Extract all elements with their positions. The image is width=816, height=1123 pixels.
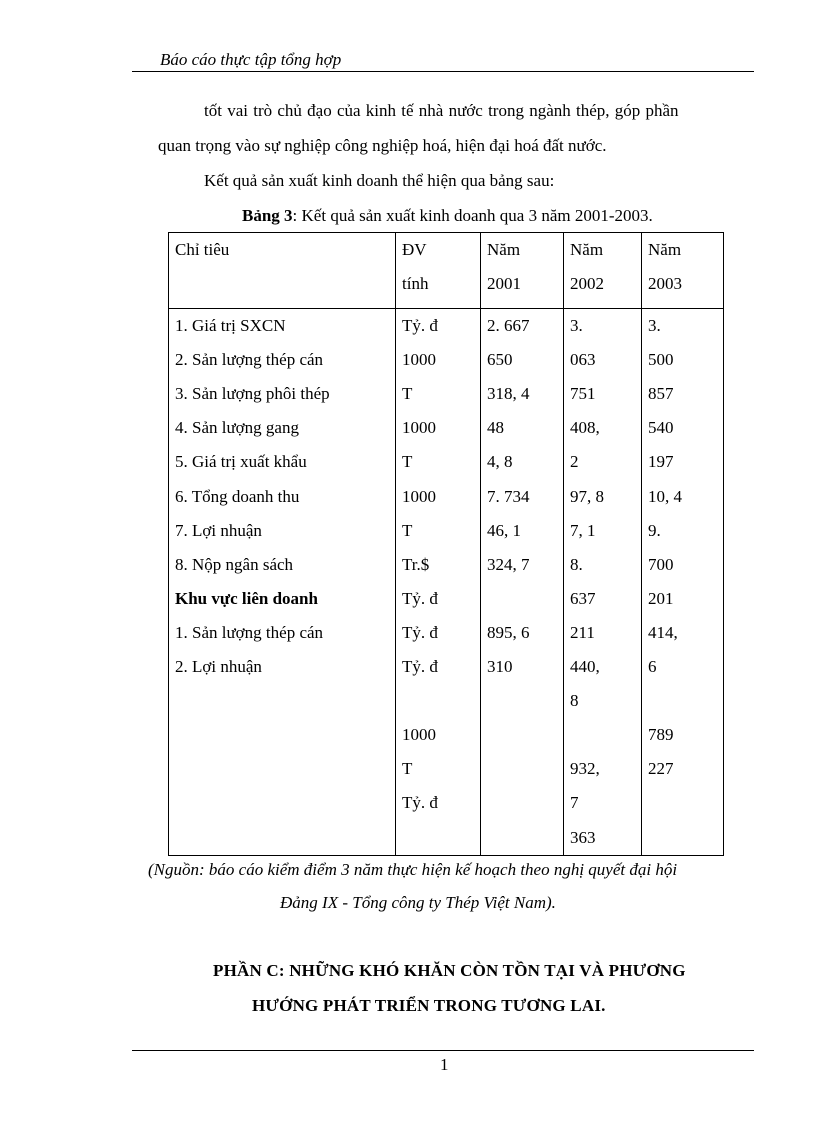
footer-rule bbox=[132, 1050, 754, 1051]
body-paragraph-line-2: quan trọng vào sự nghiệp công nghiệp hoá, hiện đại hoá đất nước. bbox=[158, 136, 607, 155]
table-cell-2003: 9. bbox=[648, 520, 661, 540]
table-cell-unit: T bbox=[402, 452, 413, 472]
table-header-row bbox=[169, 233, 724, 309]
table-caption-label: Bảng 3 bbox=[242, 206, 293, 225]
table-cell-indicator: 2. Lợi nhuận bbox=[175, 657, 262, 676]
section-title-line-1: PHẦN C: NHỮNG KHÓ KHĂN CÒN TỒN TẠI VÀ PHƯƠNG bbox=[213, 961, 686, 980]
table-cell-2002: 7 bbox=[570, 793, 579, 813]
table-cell-indicator: 5. Giá trị xuất khẩu bbox=[175, 452, 307, 472]
source-line-2: Đảng IX - Tổng công ty Thép Việt Nam). bbox=[280, 893, 556, 912]
table-cell-2001: 4, 8 bbox=[487, 452, 513, 472]
table-cell-2002: 751 bbox=[570, 384, 596, 404]
table-cell-indicator: 8. Nộp ngân sách bbox=[175, 554, 294, 574]
table-cell-2001: 318, 4 bbox=[487, 384, 530, 404]
section-title-line-2: HƯỚNG PHÁT TRIỂN TRONG TƯƠNG LAI. bbox=[252, 996, 606, 1015]
table-header-cell: 2001 bbox=[487, 274, 521, 294]
table-cell-unit: Tỷ. đ bbox=[402, 316, 438, 335]
table-cell-unit: Tr.$ bbox=[402, 554, 430, 574]
table-cell-2003: 857 bbox=[648, 384, 674, 404]
table-cell-2003: 414, bbox=[648, 622, 678, 642]
table-cell-2001: 324, 7 bbox=[487, 554, 530, 574]
table-cell-indicator: 2. Sản lượng thép cán bbox=[175, 350, 324, 370]
table-cell-2001: 48 bbox=[487, 418, 504, 438]
table-cell-2001: 310 bbox=[487, 657, 513, 676]
table-cell-indicator: 7. Lợi nhuận bbox=[175, 520, 262, 540]
table-caption bbox=[242, 206, 653, 226]
table-cell-unit: 1000 bbox=[402, 725, 436, 745]
table-cell-2002: 063 bbox=[570, 350, 596, 370]
table-header-cell: 2002 bbox=[570, 274, 604, 294]
table-cell-2003: 500 bbox=[648, 350, 674, 370]
unit-column bbox=[396, 309, 481, 856]
table-cell-2003: 700 bbox=[648, 554, 674, 574]
body-paragraph-intro: Kết quả sản xuất kinh doanh thể hiện qua bảng sau: bbox=[204, 171, 555, 190]
table-cell-2002: 2 bbox=[570, 452, 579, 472]
table-cell-2002: 211 bbox=[570, 622, 595, 642]
table-cell-2002: 637 bbox=[570, 588, 596, 608]
table-cell-2002: 8 bbox=[570, 691, 579, 711]
header-2002 bbox=[564, 233, 642, 309]
header-2003 bbox=[642, 233, 724, 309]
body-paragraph-line-1: tốt vai trò chủ đạo của kinh tế nhà nước trong ngành thép, góp phần bbox=[204, 101, 679, 120]
table-cell-unit: 1000 bbox=[402, 486, 436, 506]
table-cell-2003: 3. bbox=[648, 316, 661, 335]
table-cell-indicator: 6. Tổng doanh thu bbox=[175, 486, 300, 506]
table-cell-2001: 650 bbox=[487, 350, 513, 370]
table-caption-text: : Kết quả sản xuất kinh doanh qua 3 năm 2001-2003. bbox=[292, 206, 653, 225]
table-cell-indicator: 3. Sản lượng phôi thép bbox=[175, 384, 330, 404]
table-cell-2001: 895, 6 bbox=[487, 622, 530, 642]
table-cell-2003: 540 bbox=[648, 418, 674, 438]
table-cell-2002: 97, 8 bbox=[570, 486, 604, 506]
header-2001 bbox=[481, 233, 564, 309]
table-cell-2001: 2. 667 bbox=[487, 316, 530, 335]
table-cell-2002: 408, bbox=[570, 418, 600, 438]
table-cell-2003: 197 bbox=[648, 452, 674, 472]
table-cell-2001: 46, 1 bbox=[487, 520, 521, 540]
year-2003-column bbox=[642, 309, 724, 856]
table-cell-indicator: 4. Sản lượng gang bbox=[175, 418, 299, 438]
page-number: 1 bbox=[440, 1055, 449, 1074]
table-cell-2002: 932, bbox=[570, 759, 600, 779]
table-cell-indicator: 1. Giá trị SXCN bbox=[175, 316, 286, 335]
table-cell-unit: 1000 bbox=[402, 418, 436, 438]
table-header-cell: 2003 bbox=[648, 274, 682, 294]
table-cell-unit: T bbox=[402, 520, 413, 540]
table-cell-unit: Tỷ. đ bbox=[402, 588, 438, 608]
table-cell-unit: T bbox=[402, 384, 413, 404]
header-title: Báo cáo thực tập tổng hợp bbox=[160, 50, 342, 69]
table-cell-2002: 3. bbox=[570, 316, 583, 335]
year-2001-column bbox=[481, 309, 564, 856]
table-body-row bbox=[169, 309, 724, 856]
header-indicator bbox=[169, 233, 396, 309]
table-cell-2003: 201 bbox=[648, 588, 674, 608]
table-cell-2002: 440, bbox=[570, 657, 600, 676]
header-rule bbox=[132, 71, 754, 72]
table-cell-indicator: 1. Sản lượng thép cán bbox=[175, 622, 324, 642]
table-cell-2003: 227 bbox=[648, 759, 674, 779]
table-cell-unit: Tỷ. đ bbox=[402, 622, 438, 642]
table-header-cell: Năm bbox=[648, 240, 682, 259]
table-cell-2002: 7, 1 bbox=[570, 520, 596, 540]
table-cell-2003: 6 bbox=[648, 657, 657, 676]
table-cell-2001: 7. 734 bbox=[487, 486, 530, 506]
results-table bbox=[168, 232, 723, 856]
table-cell-unit: Tỷ. đ bbox=[402, 793, 438, 813]
table-header-cell: ĐV bbox=[402, 240, 427, 259]
table-cell-2002: 8. bbox=[570, 554, 583, 574]
table-header-cell: Chỉ tiêu bbox=[175, 240, 230, 259]
table-cell-indicator: Khu vực liên doanh bbox=[175, 588, 318, 608]
table-header-cell: tính bbox=[402, 274, 429, 294]
table-cell-unit: 1000 bbox=[402, 350, 436, 370]
table-cell-2003: 789 bbox=[648, 725, 674, 745]
table-header-cell: Năm bbox=[570, 240, 604, 259]
table-cell-unit: T bbox=[402, 759, 413, 779]
indicator-column bbox=[169, 309, 396, 856]
table-cell-2002: 363 bbox=[570, 827, 596, 847]
table-header-cell: Năm bbox=[487, 240, 521, 259]
year-2002-column bbox=[564, 309, 642, 856]
table-cell-2003: 10, 4 bbox=[648, 486, 682, 506]
header-unit bbox=[396, 233, 481, 309]
source-line-1: (Nguồn: báo cáo kiểm điểm 3 năm thực hiện kế hoạch theo nghị quyết đại hội bbox=[148, 860, 678, 879]
table-cell-unit: Tỷ. đ bbox=[402, 657, 438, 676]
